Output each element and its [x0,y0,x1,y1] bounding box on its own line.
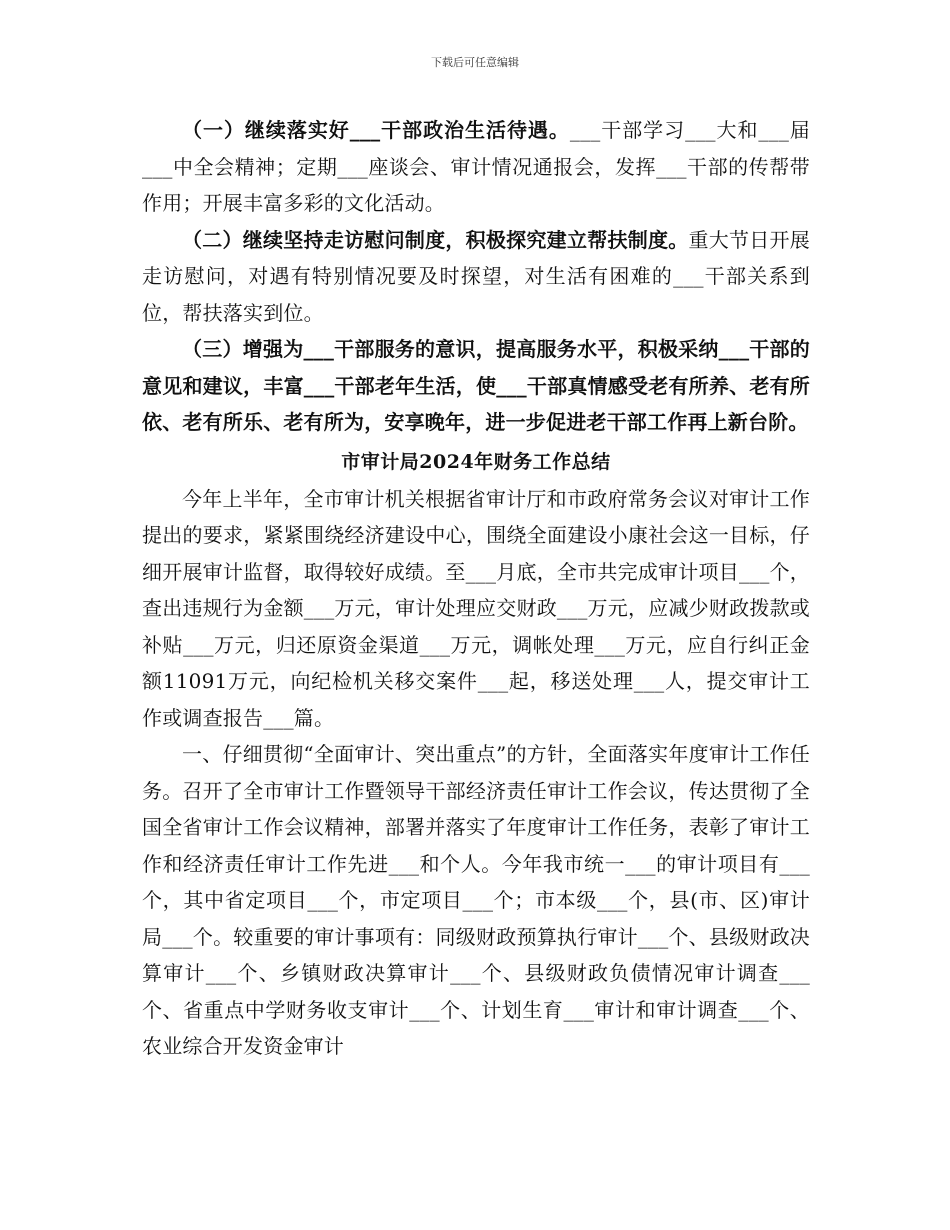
section-1-body: ___干部学习___大和___届___中全会精神；定期___座谈会、审计情况通报会，发挥___干部的传帮带作用；开展丰富多彩的文化活动。 [142,118,811,215]
section-2-body: 重大节日开展走访慰问，对遇有特别情况要及时探望，对生活有困难的___干部关系到位，帮扶落实到位。 [142,227,810,325]
paragraph-section-1 [142,112,810,222]
page-header: 下载后可任意编辑 [431,56,519,69]
article-paragraph-2: 一、仔细贯彻“全面审计、突出重点”的方针，全面落实年度审计工作任务。召开了全市审计工作暨领导干部经济责任审计工作会议，传达贯彻了全国全省审计工作会议精神，部署并落实了年度审计工作任务，表彰了审计工作和经济责任审计工作先进___和个人。今年我市统一___的审计项目有___个，其中省定项目___个，市定项目___个；市本级___个，县(市、区)审计局___个。较重要的审计事项有：同级财政预算执行审计___个、县级财政决算审计___个、乡镇财政决算审计___个、县级财政负债情况审计调查___个、省重点中学财务收支审计___个、计划生育___审计和审计调查___个、农业综合开发资金审计 [142,742,810,1058]
section-2-heading: （二）继续坚持走访慰问制度，积极探究建立帮扶制度。 [182,227,689,252]
article-paragraph-1: 今年上半年，全市审计机关根据省审计厅和市政府常务会议对审计工作提出的要求，紧紧围绕经济建设中心，围绕全面建设小康社会这一目标，仔细开展审计监督，取得较好成绩。至___月底，全市共完成审计项目___个，查出违规行为金额___万元，审计处理应交财政___万元，应减少财政拨款或补贴___万元，归还原资金渠道___万元，调帐处理___万元，应自行纠正金额11091万元，向纪检机关移交案件___起，移送处理___人，提交审计工作或调查报告___篇。 [142,486,810,730]
section-1-heading: （一）继续落实好___干部政治生活待遇。 [182,118,570,142]
paragraph-section-3: （三）增强为___干部服务的意识，提高服务水平，积极采纳___干部的意见和建议，丰富___干部老年生活，使___干部真情感受老有所养、老有所依、老有所乐、老有所为，安享晚年，进一步促进老干部工作再上新台阶。 [142,337,810,434]
article-title: 市审计局2024年财务工作总结 [341,450,611,473]
paragraph-section-2 [142,222,810,332]
document-body [142,112,810,1065]
